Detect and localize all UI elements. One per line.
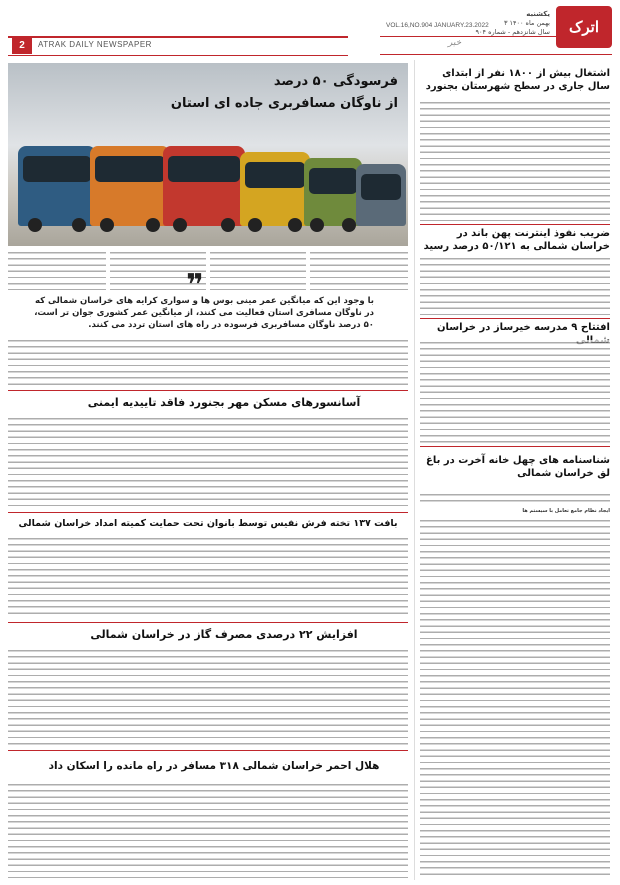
headline-gas: افزایش ۲۲ درصدی مصرف گاز در خراسان شمالی (90, 628, 358, 641)
date-full: ۳ بهمن ماه ۱۴۰۰ (503, 19, 550, 27)
header-rule-right (380, 36, 612, 37)
column-divider (414, 60, 415, 880)
article-buses-body-lower (8, 338, 408, 386)
bus-image-1 (18, 146, 96, 226)
article-buses-col1 (310, 250, 408, 290)
pull-quote: با وجود این که میانگین عمر مینی بوس ها و سواری کرایه های خراسان شمالی که در ناوگان مسافری استان فعالیت می کنند، از میانگین عمر کشوری جوان تر است، ۵۰ درصد ناوگان مسافربری فرسوده در راه های استان تردد می کنند. (34, 296, 374, 330)
newspaper-logo: اترک (556, 6, 612, 48)
volume-info: VOL.16,NO.904 JANUARY.23.2022 (386, 22, 489, 29)
article-red-crescent-body (8, 782, 408, 878)
separator-5 (8, 512, 408, 513)
section-label: خبر (448, 38, 462, 48)
date-day: یکشنبه (526, 10, 550, 18)
article-gas-body (8, 648, 408, 746)
page-number: 2 (12, 38, 32, 54)
buses-photo (8, 63, 408, 246)
separator-3 (420, 446, 610, 447)
separator-1 (420, 224, 610, 225)
quote-icon: ❞ (186, 268, 204, 303)
article-employment-body (420, 100, 610, 222)
separator-7 (8, 750, 408, 751)
headline-schools: افتتاح ۹ مدرسه خیرساز در خراسان (437, 322, 610, 333)
photo-headline-line2: از ناوگان مسافربری جاده ای استان (170, 96, 398, 111)
bus-image-6 (356, 164, 406, 226)
subhead-certificates: ایجاد نظام جامع تعامل با سیستم ها (522, 508, 610, 514)
article-internet-body (420, 256, 610, 316)
bus-image-5 (304, 158, 362, 226)
headline-employment: اشتغال بیش از ۱۸۰۰ نفر از ابتدای سال جاری در سطح شهرستان بجنورد (425, 68, 610, 92)
article-buses-col4 (8, 250, 106, 290)
bus-image-3 (163, 146, 245, 226)
headline-elevators: آسانسورهای مسکن مهر بجنورد فاقد تاییدیه ایمنی (87, 396, 361, 409)
headline-carpets: بافت ۱۳۷ تخته فرش نفیس توسط بانوان تحت حمایت کمیته امداد خراسان شمالی (18, 518, 398, 529)
article-carpets-body (8, 536, 408, 618)
article-buses-col2 (210, 250, 306, 290)
separator-6 (8, 622, 408, 623)
article-schools-body (420, 340, 610, 444)
header-rule-right-bottom (380, 54, 612, 55)
photo-headline-line1: فرسودگی ۵۰ درصد (273, 74, 398, 89)
headline-internet: ضریب نفوذ اینترنت پهن باند در خراسان شمالی به ۵۰/۱۲۱ درصد رسید (423, 228, 610, 252)
separator-2 (420, 318, 610, 319)
paper-name: ATRAK DAILY NEWSPAPER (38, 40, 152, 49)
article-certificates-body-b (420, 518, 610, 878)
separator-4 (8, 390, 408, 391)
article-elevators-body (8, 416, 408, 508)
headline-certificates: شناسنامه های چهل خانه آخرت در باغ لق خراسان شمالی (426, 455, 610, 479)
date-issue: سال شانزدهم - شماره ۹۰۴ (475, 28, 550, 36)
bus-image-4 (240, 152, 310, 226)
bus-image-2 (90, 146, 170, 226)
photo-headline (171, 71, 398, 115)
article-certificates-body-a (420, 492, 610, 506)
headline-red-crescent: هلال احمر خراسان شمالی ۳۱۸ مسافر در راه مانده را اسکان داد (48, 760, 380, 772)
